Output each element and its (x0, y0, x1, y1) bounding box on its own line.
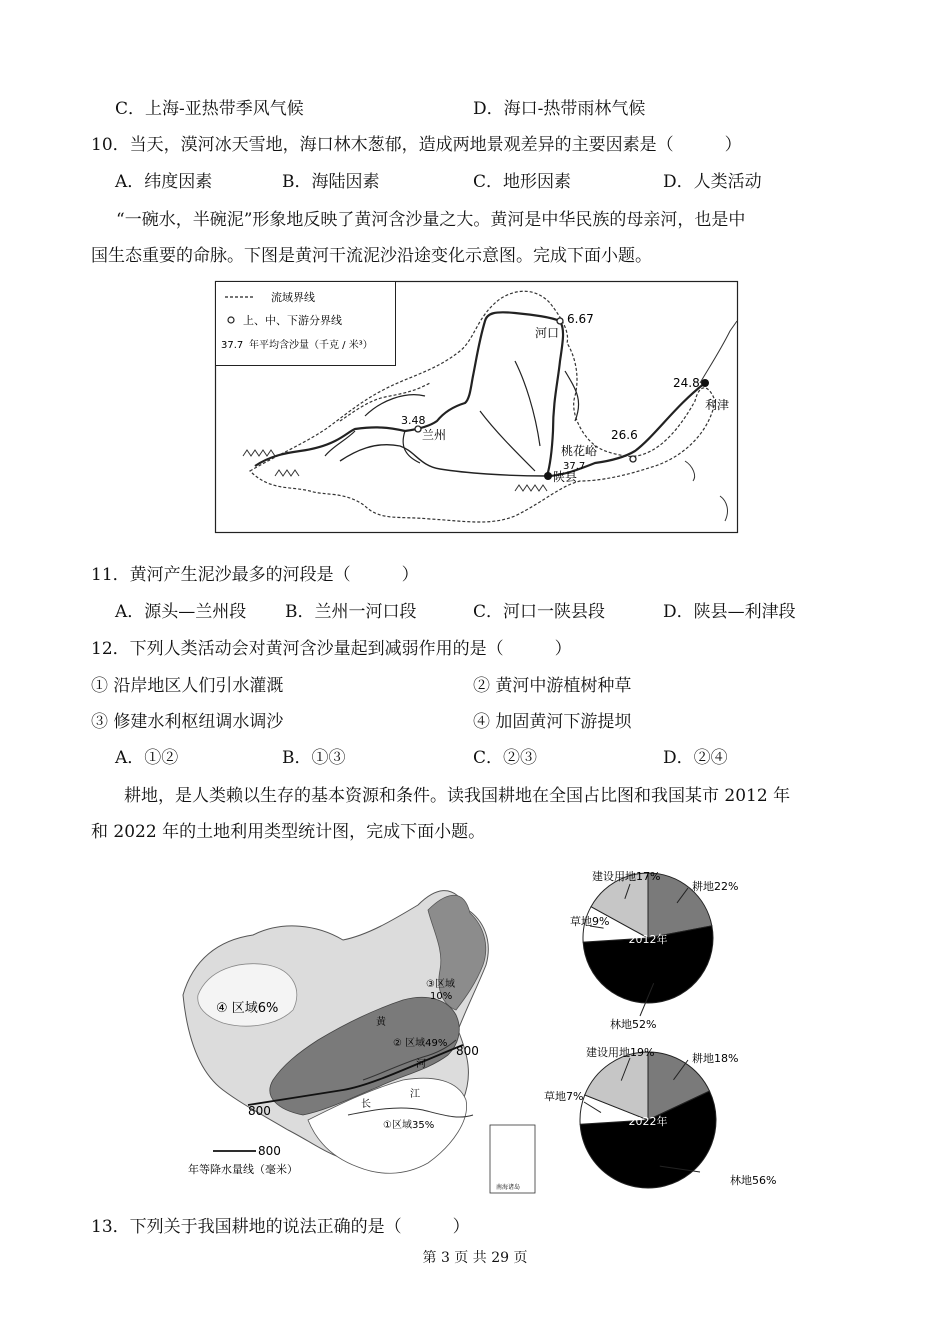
q11-option-c: C．河口一陕县段 (473, 602, 606, 622)
legend-value-text: 年平均含沙量（千克 / 米³） (249, 340, 373, 351)
river-huang-label: 黄 (376, 1017, 386, 1028)
q11-option-a: A．源头—兰州段 (115, 602, 247, 622)
q11-stem: 11．黄河产生泥沙最多的河段是（ ） (91, 565, 419, 585)
q12-statement-1: ① 沿岸地区人们引水灌溉 (91, 676, 284, 696)
passage1-line2: 国生态重要的命脉。下图是黄河干流泥沙沿途变化示意图。完成下面小题。 (91, 246, 652, 266)
pie-chart-2022 (530, 1042, 777, 1194)
q13-stem: 13．下列关于我国耕地的说法正确的是（ ） (91, 1217, 470, 1237)
q10-option-a: A．纬度因素 (115, 172, 213, 192)
china-farmland-map (178, 865, 538, 1195)
yellow-river-sediment-map (215, 281, 738, 533)
q12-option-c: C．②③ (473, 748, 538, 768)
legend-isohyet-text: 年等降水量线（毫米） (188, 1163, 298, 1176)
value-taohuayu: 26.6 (611, 428, 638, 442)
pie-label-林地: 林地52% (610, 1018, 657, 1031)
q10-option-d: D．人类活动 (663, 172, 762, 192)
q12-statement-2: ② 黄河中游植树种草 (473, 676, 632, 696)
q11-option-d: D．陕县—利津段 (663, 602, 796, 622)
q10-stem: 10．当天，漠河冰天雪地，海口林木葱郁，造成两地景观差异的主要因素是（ ） (91, 135, 742, 155)
passage2-line2: 和 2022 年的土地利用类型统计图，完成下面小题。 (91, 822, 486, 842)
q9-option-d: D．海口-热带雨林气候 (473, 99, 646, 119)
value-hekou: 6.67 (567, 312, 594, 326)
place-shanxian: 陕县 (553, 470, 578, 484)
value-lijin: 24.8 (673, 376, 700, 390)
q10-option-b: B．海陆因素 (282, 172, 380, 192)
q12-stem: 12．下列人类活动会对黄河含沙量起到减弱作用的是（ ） (91, 639, 572, 659)
legend-value-sample: 37.7 (221, 340, 244, 351)
q12-statement-4: ④ 加固黄河下游提坝 (473, 712, 632, 732)
q9-option-c: C．上海-亚热带季风气候 (115, 99, 304, 119)
legend-boundary-label: 流域界线 (271, 291, 315, 304)
inset-label: 南海诸岛 (496, 1184, 521, 1191)
pie-label-林地: 林地56% (730, 1174, 777, 1187)
value-shanxian: 37.7 (563, 461, 586, 472)
pie-title: 2012年 (628, 933, 668, 946)
isohyet-800-west: 800 (248, 1104, 271, 1118)
region1-label: ①区域35% (383, 1120, 435, 1131)
river-he-label: 河 (416, 1059, 426, 1070)
legend-isohyet-value: 800 (258, 1144, 281, 1158)
q10-option-c: C．地形因素 (473, 172, 572, 192)
pie-label-耕地: 耕地22% (692, 880, 739, 893)
passage1-line1: “一碗水，半碗泥”形象地反映了黄河含沙量之大。黄河是中华民族的母亲河，也是中 (116, 210, 746, 230)
q12-statement-3: ③ 修建水利枢纽调水调沙 (91, 712, 284, 732)
passage2-line1: 耕地，是人类赖以生存的基本资源和条件。读我国耕地在全国占比图和我国某市 2012 年 (124, 786, 791, 806)
place-lijin: 利津 (705, 398, 730, 412)
q11-option-b: B．兰州一河口段 (285, 602, 417, 622)
pie-label-耕地: 耕地18% (692, 1052, 739, 1065)
legend-divider-label: 上、中、下游分界线 (243, 314, 342, 327)
q12-option-b: B．①③ (282, 748, 346, 768)
value-lanzhou: 3.48 (401, 414, 426, 427)
region2-label: ② 区域49% (393, 1038, 448, 1049)
pie-label-建设用地: 建设用地17% (592, 870, 661, 883)
region4-label: ④ 区域6% (216, 1001, 279, 1016)
place-lanzhou: 兰州 (422, 428, 447, 442)
q12-option-d: D．②④ (663, 748, 728, 768)
pie-chart-2012 (570, 866, 770, 1036)
isohyet-800-east: 800 (456, 1044, 479, 1058)
region3-label-a: ③区域 (426, 979, 455, 990)
river-jiang-label: 江 (410, 1089, 420, 1100)
place-hekou: 河口 (535, 326, 560, 340)
q12-option-a: A．①② (115, 748, 179, 768)
pie-label-草地: 草地7% (544, 1090, 584, 1103)
pie-title: 2022年 (628, 1115, 668, 1128)
page-footer: 第 3 页 共 29 页 (422, 1250, 528, 1266)
region3-label-b: 10% (430, 991, 453, 1002)
pie-label-建设用地: 建设用地19% (586, 1046, 655, 1059)
place-taohuayu: 桃花峪 (561, 444, 598, 458)
river-chang-label: 长 (361, 1099, 371, 1110)
pie-label-草地: 草地9% (570, 915, 610, 928)
